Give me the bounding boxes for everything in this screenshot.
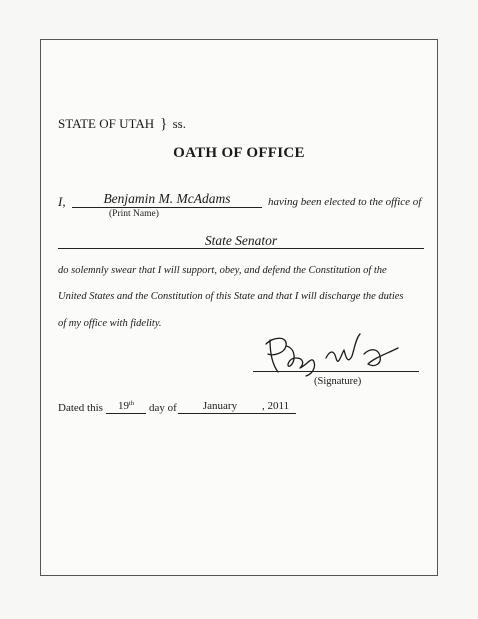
document-title: OATH OF OFFICE xyxy=(173,145,305,161)
year-value: , 2011 xyxy=(262,400,290,412)
official-name: Benjamin M. McAdams xyxy=(103,191,231,206)
oath-text-line-3: of my office with fidelity. xyxy=(58,318,162,329)
oath-text-line-1: do solemnly swear that I will support, obey, and defend the Constitution of the xyxy=(58,265,387,276)
day-of-text: day of xyxy=(149,402,177,414)
having-elected-text: having been elected to the office of xyxy=(268,196,422,208)
dated-prefix: Dated this xyxy=(58,402,103,414)
venue-brace: } xyxy=(160,116,168,132)
oath-text-line-2: United States and the Constitution of this State and that I will discharge the duties xyxy=(58,291,404,302)
ss-abbrev: ss. xyxy=(172,116,186,131)
month-value: January xyxy=(202,400,238,412)
day-suffix: th xyxy=(128,400,135,407)
signature-line xyxy=(253,371,419,372)
state-name: STATE OF UTAH xyxy=(58,116,155,131)
day-value xyxy=(106,400,146,412)
month-field-line xyxy=(178,413,296,414)
day-number: 19 xyxy=(117,400,129,412)
signature-label: (Signature) xyxy=(314,376,362,387)
office-title: State Senator xyxy=(204,233,278,248)
print-name-label: (Print Name) xyxy=(109,209,159,219)
state-heading xyxy=(58,116,186,133)
day-field-line xyxy=(106,413,146,414)
oath-pronoun: I, xyxy=(58,194,66,209)
